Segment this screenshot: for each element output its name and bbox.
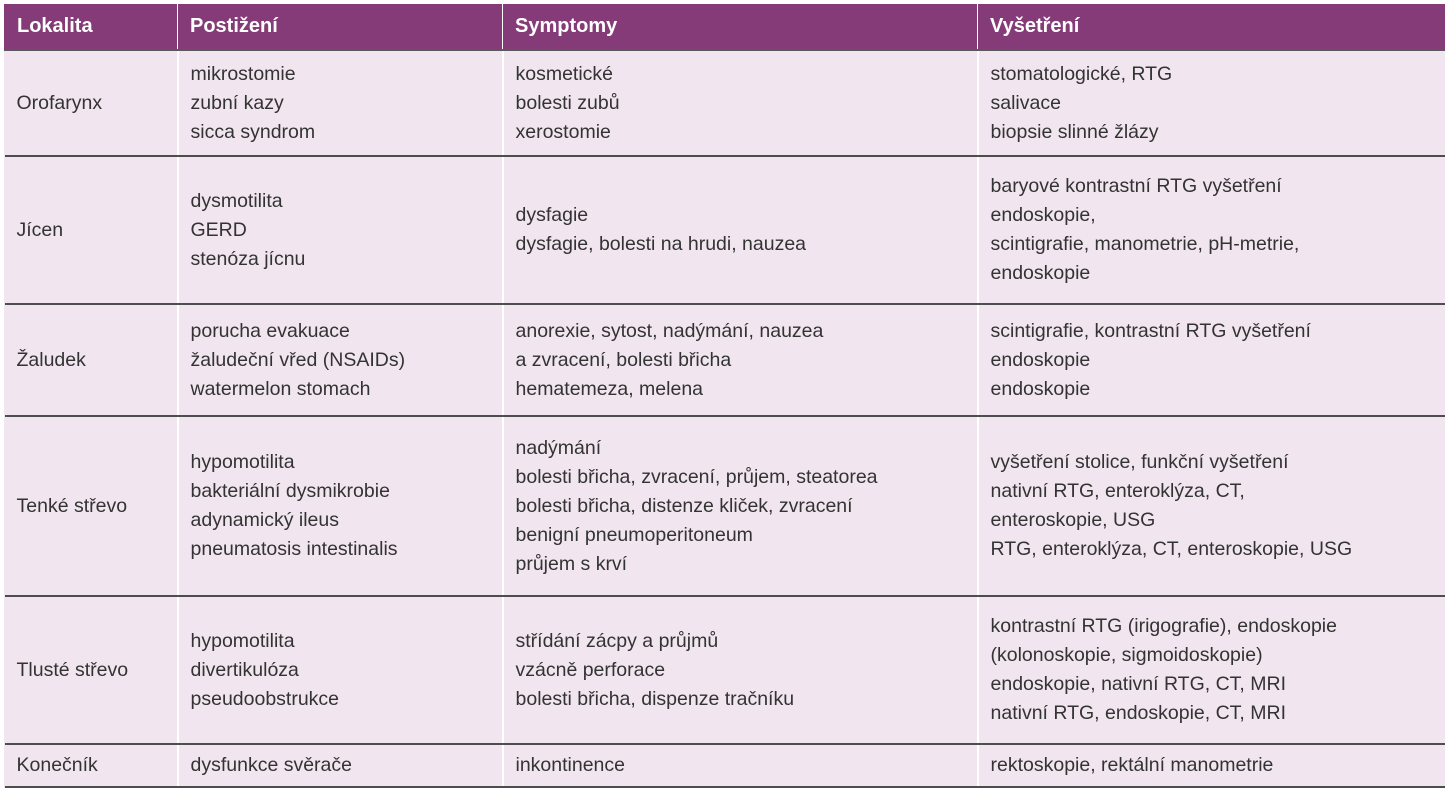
cell-line: xerostomie (515, 120, 611, 143)
symptomy-cell (503, 50, 978, 156)
cell-line: sicca syndrom (190, 120, 316, 143)
cell-line: adynamický ileus (190, 509, 339, 531)
header-postizeni: Postižení (178, 4, 503, 50)
cell-line: porucha evakuace (190, 319, 350, 342)
cell-line: střídání zácpy a průjmů (515, 629, 719, 652)
cell-line: inkontinence (515, 754, 625, 776)
vysetreni-cell (978, 596, 1445, 744)
cell-line: hematemeza, melena (515, 377, 704, 400)
cell-line: hypomotilita (190, 451, 295, 473)
cell-line: GERD (190, 218, 247, 241)
postizeni-cell (178, 304, 503, 416)
cell-line: anorexie, sytost, nadýmání, nauzea (515, 319, 824, 342)
cell-line: kosmetické (515, 62, 614, 85)
cell-line: průjem s krví (515, 552, 628, 575)
gi-involvement-table (4, 4, 1445, 788)
lokalita-cell: Orofarynx (5, 50, 178, 156)
cell-line: a zvracení, bolesti břicha (515, 348, 732, 371)
cell-line: benigní pneumoperitoneum (515, 523, 753, 546)
symptomy-cell (503, 596, 978, 744)
cell-line: nativní RTG, endoskopie, CT, MRI (990, 702, 1287, 724)
cell-line: vzácně perforace (515, 658, 666, 681)
cell-line: vyšetření stolice, funkční vyšetření (990, 451, 1289, 473)
cell-line: dysfunkce svěrače (190, 754, 352, 776)
table-row (5, 596, 1445, 744)
header-symptomy: Symptomy (503, 4, 978, 50)
lokalita-cell: Tenké střevo (5, 416, 178, 596)
lokalita-cell: Žaludek (5, 304, 178, 416)
cell-line: žaludeční vřed (NSAIDs) (190, 348, 406, 371)
cell-line: baryové kontrastní RTG vyšetření (990, 175, 1282, 197)
table-row (5, 50, 1445, 156)
cell-line: pseudoobstrukce (190, 687, 340, 710)
cell-line: bolesti břicha, distenze kliček, zvracení (515, 494, 853, 517)
cell-line: stenóza jícnu (190, 247, 306, 270)
cell-line: nadýmání (515, 436, 602, 459)
postizeni-cell (178, 156, 503, 304)
cell-line: pneumatosis intestinalis (190, 538, 398, 560)
lokalita-cell: Jícen (5, 156, 178, 304)
vysetreni-cell (978, 50, 1445, 156)
table-header (5, 4, 1445, 50)
cell-line: endoskopie, (990, 204, 1096, 226)
symptomy-cell (503, 304, 978, 416)
header-vysetreni: Vyšetření (978, 4, 1445, 50)
vysetreni-cell (978, 156, 1445, 304)
cell-line: dysfagie, bolesti na hrudi, nauzea (515, 233, 807, 255)
postizeni-cell (178, 596, 503, 744)
cell-line: bolesti zubů (515, 91, 620, 114)
postizeni-cell (178, 416, 503, 596)
table-row (5, 304, 1445, 416)
cell-line: dysmotilita (190, 189, 283, 212)
table-body (5, 50, 1445, 787)
cell-line: endoskopie (990, 348, 1091, 371)
lokalita-cell: Konečník (5, 744, 178, 787)
table-container (4, 4, 1444, 788)
vysetreni-cell (978, 416, 1445, 596)
cell-line: kontrastní RTG (irigografie), endoskopie (990, 615, 1337, 637)
cell-line: endoskopie, nativní RTG, CT, MRI (990, 673, 1287, 695)
cell-line: bakteriální dysmikrobie (190, 480, 390, 502)
cell-line: bolesti břicha, dispenze tračníku (515, 687, 795, 710)
header-row (5, 4, 1445, 50)
cell-line: bolesti břicha, zvracení, průjem, steatorea (515, 465, 878, 488)
cell-line: mikrostomie (190, 62, 296, 85)
table-row (5, 156, 1445, 304)
cell-line: biopsie slinné žlázy (990, 120, 1159, 143)
cell-line: stomatologické, RTG (990, 62, 1173, 85)
symptomy-cell (503, 156, 978, 304)
cell-line: (kolonoskopie, sigmoidoskopie) (990, 644, 1263, 666)
cell-line: RTG, enteroklýza, CT, enteroskopie, USG (990, 538, 1353, 560)
symptomy-cell (503, 416, 978, 596)
cell-line: nativní RTG, enteroklýza, CT, (990, 480, 1245, 502)
vysetreni-cell (978, 744, 1445, 787)
lokalita-cell: Tlusté střevo (5, 596, 178, 744)
cell-line: watermelon stomach (190, 377, 371, 400)
cell-line: hypomotilita (190, 629, 295, 652)
vysetreni-cell (978, 304, 1445, 416)
header-lokalita: Lokalita (5, 4, 178, 50)
postizeni-cell (178, 50, 503, 156)
cell-line: rektoskopie, rektální manometrie (990, 754, 1274, 776)
cell-line: scintigrafie, kontrastní RTG vyšetření (990, 319, 1311, 342)
cell-line: endoskopie (990, 262, 1091, 284)
cell-line: divertikulóza (190, 658, 299, 681)
symptomy-cell (503, 744, 978, 787)
cell-line: scintigrafie, manometrie, pH-metrie, (990, 233, 1300, 255)
cell-line: enteroskopie, USG (990, 509, 1156, 531)
cell-line: zubní kazy (190, 91, 284, 114)
cell-line: dysfagie (515, 204, 589, 226)
table-row (5, 744, 1445, 787)
cell-line: endoskopie (990, 377, 1091, 400)
cell-line: salivace (990, 91, 1061, 114)
postizeni-cell (178, 744, 503, 787)
table-row (5, 416, 1445, 596)
